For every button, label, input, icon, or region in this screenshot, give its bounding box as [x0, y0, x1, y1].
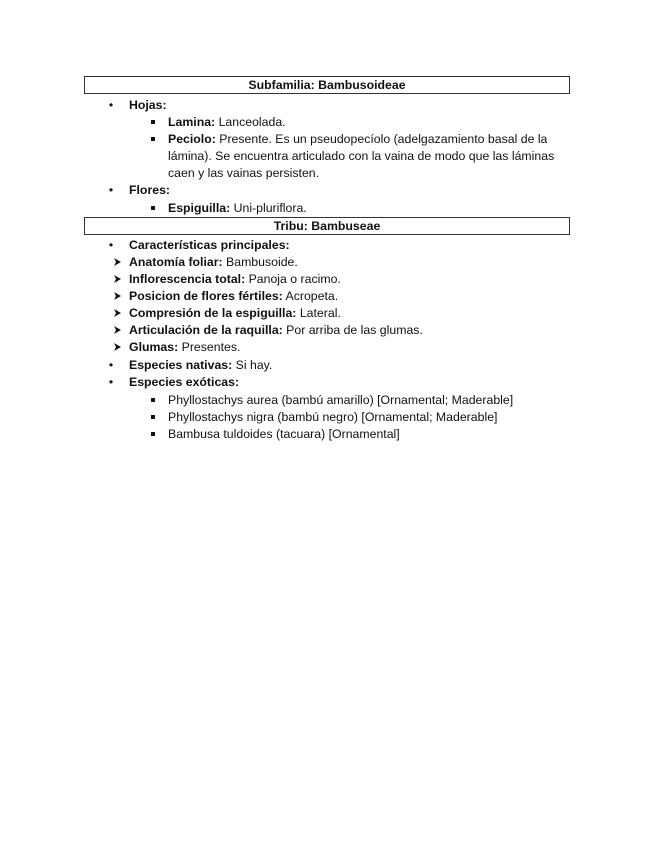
tribe-heading: Tribu: Bambuseae — [84, 217, 570, 235]
square-bullet — [151, 398, 155, 402]
square-bullet — [151, 415, 155, 419]
hojas-label: Hojas: — [129, 98, 167, 112]
bullet-dot: • — [108, 358, 114, 372]
arrow-bullet-icon — [113, 254, 123, 270]
feature-compresion: Compresión de la espiguilla: Lateral. — [129, 306, 341, 320]
arrow-bullet-icon — [113, 339, 123, 355]
exotica-item: Phyllostachys aurea (bambú amarillo) [Ornamental; Maderable] — [168, 393, 514, 407]
bullet-dot: • — [108, 183, 114, 197]
arrow-bullet-icon — [113, 305, 123, 321]
square-bullet — [151, 120, 155, 124]
square-bullet — [151, 432, 155, 436]
bullet-dot: • — [108, 375, 114, 389]
feature-posicion: Posicion de flores fértiles: Acropeta. — [129, 289, 339, 303]
arrow-bullet-icon — [113, 271, 123, 287]
bullet-dot: • — [108, 238, 114, 252]
especies-nativas: Especies nativas: Si hay. — [129, 358, 273, 372]
feature-inflorescencia: Inflorescencia total: Panoja o racimo. — [129, 272, 341, 286]
feature-anatomia: Anatomía foliar: Bambusoide. — [129, 255, 298, 269]
peciolo-item: Peciolo: Presente. Es un pseudopecíolo (adelgazamiento basal de la lámina). Se encuentra articulado con la vaina de modo que las láminas caen y las vainas persisten. — [168, 132, 555, 180]
feature-glumas: Glumas: Presentes. — [129, 340, 241, 354]
square-bullet — [151, 137, 155, 141]
exotica-item: Bambusa tuldoides (tacuara) [Ornamental] — [168, 427, 400, 441]
arrow-bullet-icon — [113, 322, 123, 338]
feature-articulacion: Articulación de la raquilla: Por arriba de las glumas. — [129, 323, 423, 337]
exotica-item: Phyllostachys nigra (bambú negro) [Ornamental; Maderable] — [168, 410, 498, 424]
arrow-bullet-icon — [113, 288, 123, 304]
flores-label: Flores: — [129, 183, 170, 197]
square-bullet — [151, 206, 155, 210]
bullet-dot: • — [108, 98, 114, 112]
subfamily-heading: Subfamilia: Bambusoideae — [84, 76, 570, 94]
caracteristicas-label: Características principales: — [129, 238, 290, 252]
espiguilla-item: Espiguilla: Uni-pluriflora. — [168, 201, 307, 215]
especies-exoticas-label: Especies exóticas: — [129, 375, 240, 389]
lamina-item: Lamina: Lanceolada. — [168, 115, 286, 129]
